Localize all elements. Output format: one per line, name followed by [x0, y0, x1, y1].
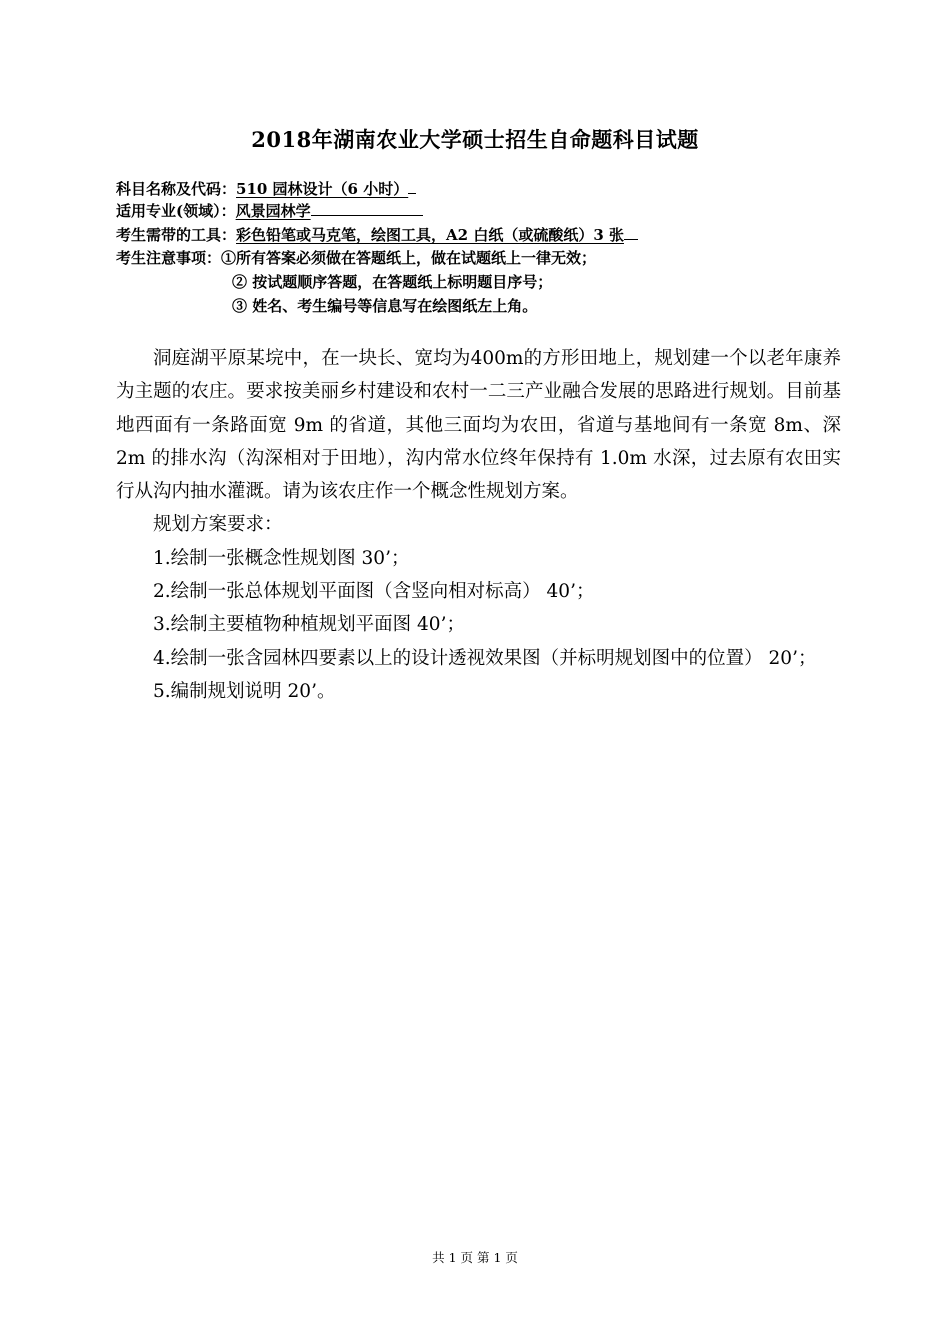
major-underline — [311, 200, 423, 216]
notes-line-2 — [232, 273, 552, 292]
major-value: 风景园林学 — [235, 202, 311, 220]
major-line — [116, 200, 423, 221]
question-body — [116, 342, 841, 708]
requirement-item: 1.绘制一张概念性规划图 30’； — [153, 547, 410, 569]
page-footer: 共 1 页 第 1 页 — [432, 1250, 518, 1265]
tools-underline — [624, 224, 638, 240]
notes-line-1 — [116, 249, 596, 268]
note-item: ② 按试题顺序答题，在答题纸上标明题目序号； — [232, 273, 553, 291]
tools-label: 考生需带的工具： — [116, 226, 237, 244]
question-paragraph: 洞庭湖平原某垸中，在一块长、宽均为400m的方形田地上，规划建一个以老年康养为主题的农庄。要求按美丽乡村建设和农村一二三产业融合发展的思路进行规划。目前基地西面有一条路面宽 9m 的省道，其他三面均为农田，省道与基地间有一条宽 8m、深 2m 的排水沟（沟深相对于田地），沟内常水位终年保持有 1.0m 水深，过去原有农田实行从沟内抽水灌溉。请为该农庄作一个概念性规划方案。 — [116, 348, 841, 503]
requirement-item: 2.绘制一张总体规划平面图（含竖向相对标高） 40’； — [153, 581, 595, 603]
major-label: 适用专业(领域）： — [116, 202, 236, 220]
requirements-heading: 规划方案要求： — [153, 514, 283, 536]
requirement-item: 3.绘制主要植物种植规划平面图 40’； — [153, 614, 465, 636]
exam-title: 2018年湖南农业大学硕士招生自命题科目试题 — [251, 127, 699, 152]
notes-line-3 — [232, 297, 537, 316]
requirement-item: 5.编制规划说明 20’。 — [153, 680, 336, 702]
subject-underline — [408, 178, 416, 194]
note-item: ③ 姓名、考生编号等信息写在绘图纸左上角。 — [232, 297, 538, 315]
notes-label: 考生注意事项： — [116, 249, 222, 267]
subject-line — [116, 178, 416, 199]
requirement-item: 4.绘制一张含园林四要素以上的设计透视效果图（并标明规划图中的位置） 20’； — [153, 647, 817, 669]
tools-line — [116, 224, 638, 245]
tools-value: 彩色铅笔或马克笔，绘图工具，A2 白纸（或硫酸纸）3 张 — [236, 226, 624, 244]
note-item: ①所有答案必须做在答题纸上，做在试题纸上一律无效； — [221, 249, 597, 267]
subject-label: 科目名称及代码： — [116, 180, 237, 198]
subject-value: 510 园林设计（6 小时） — [236, 180, 409, 198]
